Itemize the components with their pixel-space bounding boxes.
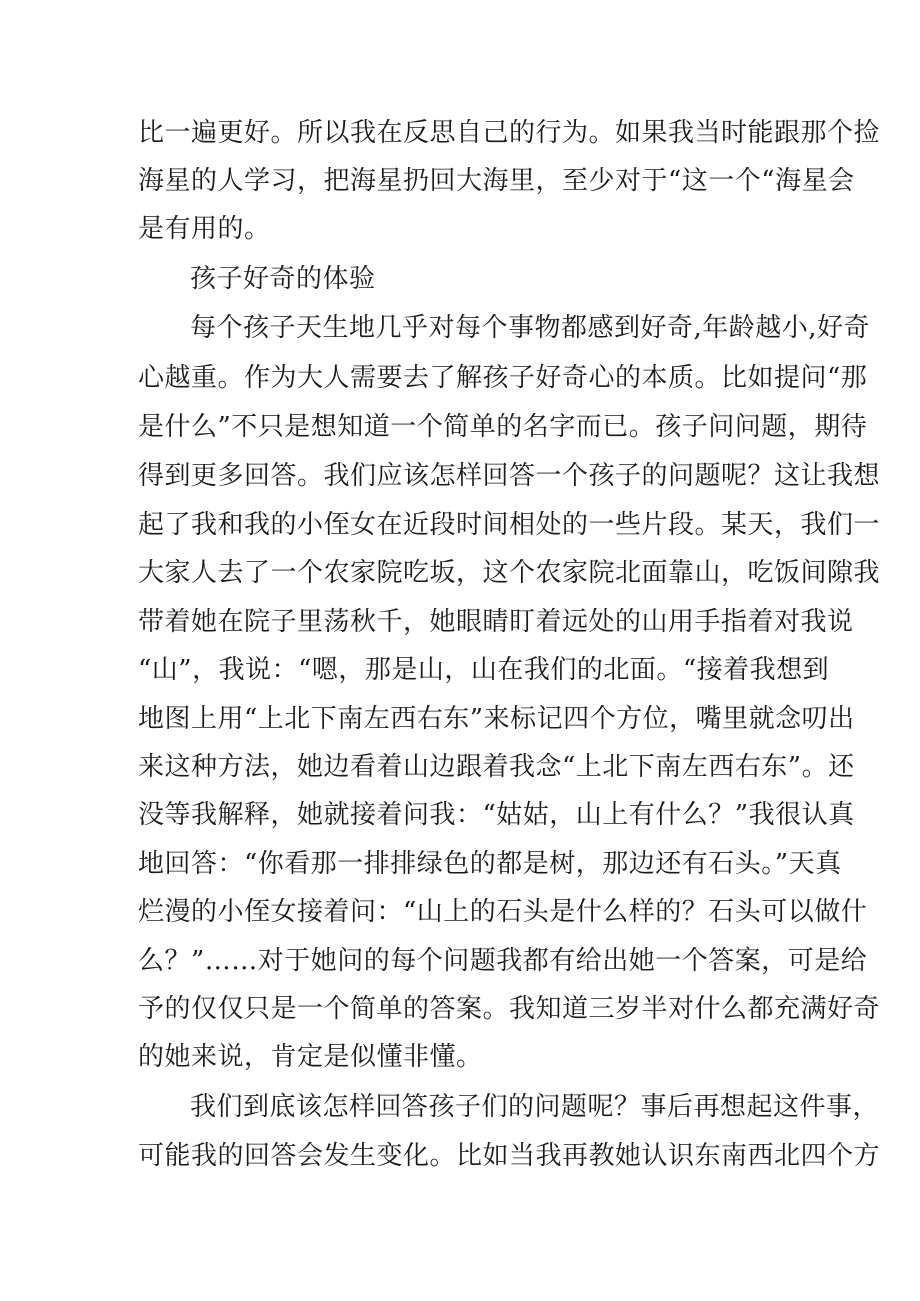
paragraph-2-line-1: 每个孩子天生地几乎对每个事物都感到好奇,年龄越小,好奇 — [190, 313, 871, 343]
paragraph-2-line-11: 没等我解释，她就接着问我：“姑姑，山上有什么？”我很认真 — [138, 800, 855, 830]
paragraph-2-line-14: 么？”……对于她问的每个问题我都有给出她一个答案，可是给 — [138, 946, 868, 976]
paragraph-2-line-7: 带着她在院子里荡秋千，她眼睛盯着远处的山用手指着对我说 — [138, 607, 854, 637]
paragraph-2-line-9: 地图上用“上北下南左西右东”来标记四个方位，嘴里就念叨出 — [138, 704, 855, 734]
paragraph-3-line-1: 我们到底该怎样回答孩子们的问题呢？事后再想起这件事， — [190, 1092, 880, 1122]
paragraph-1-line-3: 是有用的。 — [138, 214, 271, 244]
paragraph-2-line-2: 心越重。作为大人需要去了解孩子好奇心的本质。比如提问“那 — [138, 363, 868, 393]
paragraph-2-line-16: 的她来说，肯定是似懂非懂。 — [138, 1042, 483, 1072]
paragraph-3-line-2: 可能我的回答会发生变化。比如当我再教她认识东南西北四个方 — [138, 1141, 881, 1171]
paragraph-2-line-5: 起了我和我的小侄女在近段时间相处的一些片段。某天，我们一 — [138, 510, 881, 540]
paragraph-2-line-6: 大家人去了一个农家院吃坂，这个农家院北面靠山，吃饭间隙我 — [138, 558, 881, 588]
paragraph-2-line-13: 烂漫的小侄女接着问：“山上的石头是什么样的？石头可以做什 — [138, 897, 868, 927]
paragraph-2-line-4: 得到更多回答。我们应该怎样回答一个孩子的问题呢？这让我想 — [138, 461, 881, 491]
paragraph-2-line-15: 予的仅仅只是一个简单的答案。我知道三岁半对什么都充满好奇 — [138, 994, 881, 1024]
paragraph-2-line-8: “山”，我说：“嗯，那是山，山在我们的北面。“接着我想到 — [138, 655, 830, 685]
paragraph-1-line-1: 比一遍更好。所以我在反思自己的行为。如果我当时能跟那个捡 — [138, 118, 881, 148]
section-heading: 孩子好奇的体验 — [190, 264, 376, 294]
paragraph-2-line-12: 地回答：“你看那一排排绿色的都是树，那边还有石头。”天真 — [138, 849, 842, 879]
paragraph-1-line-2: 海星的人学习，把海星扔回大海里，至少对于“这一个“海星会 — [138, 166, 855, 196]
paragraph-2-line-3: 是什么”不只是想知道一个简单的名字而已。孩子问问题，期待 — [138, 412, 868, 442]
paragraph-2-line-10: 来这种方法，她边看着山边跟着我念“上北下南左西右东”。还 — [138, 752, 855, 782]
